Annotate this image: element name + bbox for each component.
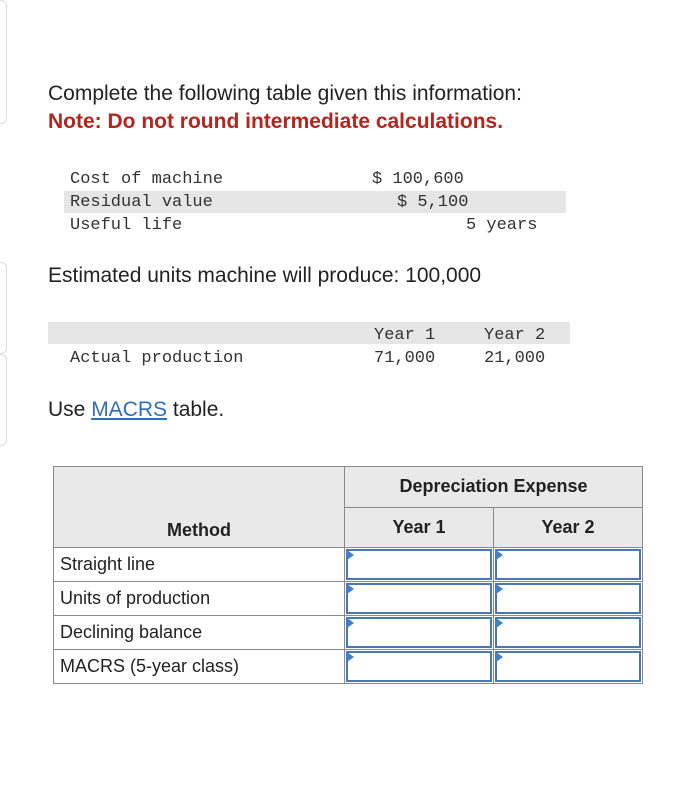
macrs-year2-input[interactable] (494, 650, 643, 684)
info-label-cost: Cost of machine (70, 170, 224, 189)
info-label-life: Useful life (70, 216, 183, 235)
method-units-of-production: Units of production (54, 582, 345, 616)
info-label-residual: Residual value (70, 193, 213, 212)
use-macrs-suffix: table. (167, 398, 225, 421)
year1-header: Year 1 (345, 507, 494, 548)
straight-line-year1-input[interactable] (345, 548, 494, 582)
table-row (54, 616, 643, 650)
use-macrs-prefix: Use (48, 398, 92, 421)
note-text: Note: Do not round intermediate calculations. (48, 110, 504, 133)
macrs-year1-input[interactable] (345, 650, 494, 684)
production-row-label: Actual production (70, 349, 244, 368)
prompt-text: Complete the following table given this information: (48, 82, 522, 105)
info-value-life: 5 years (466, 216, 538, 235)
method-macrs: MACRS (5-year class) (54, 650, 345, 684)
info-value-residual: $ 5,100 (397, 193, 469, 212)
table-row (54, 582, 643, 616)
edge-tab (0, 262, 7, 354)
edge-tab (0, 0, 7, 124)
production-header-year2: Year 2 (484, 326, 546, 345)
estimated-units-text: Estimated units machine will produce: 100,000 (48, 264, 482, 287)
macrs-link[interactable]: MACRS (91, 398, 168, 421)
straight-line-year2-input[interactable] (494, 548, 643, 582)
production-value-year2: 21,000 (484, 349, 546, 368)
depreciation-table (53, 466, 643, 684)
production-value-year1: 71,000 (374, 349, 436, 368)
units-of-production-year2-input[interactable] (494, 582, 643, 616)
year2-header: Year 2 (494, 507, 643, 548)
depreciation-expense-header: Depreciation Expense (345, 467, 643, 508)
edge-tab (0, 354, 7, 446)
method-header: Method (54, 467, 345, 548)
table-row (54, 650, 643, 684)
method-straight-line: Straight line (54, 548, 345, 582)
declining-balance-year2-input[interactable] (494, 616, 643, 650)
declining-balance-year1-input[interactable] (345, 616, 494, 650)
method-declining-balance: Declining balance (54, 616, 345, 650)
info-value-cost: $ 100,600 (372, 170, 464, 189)
production-header-year1: Year 1 (374, 326, 436, 345)
units-of-production-year1-input[interactable] (345, 582, 494, 616)
table-row (54, 548, 643, 582)
use-macrs-line (48, 398, 224, 422)
